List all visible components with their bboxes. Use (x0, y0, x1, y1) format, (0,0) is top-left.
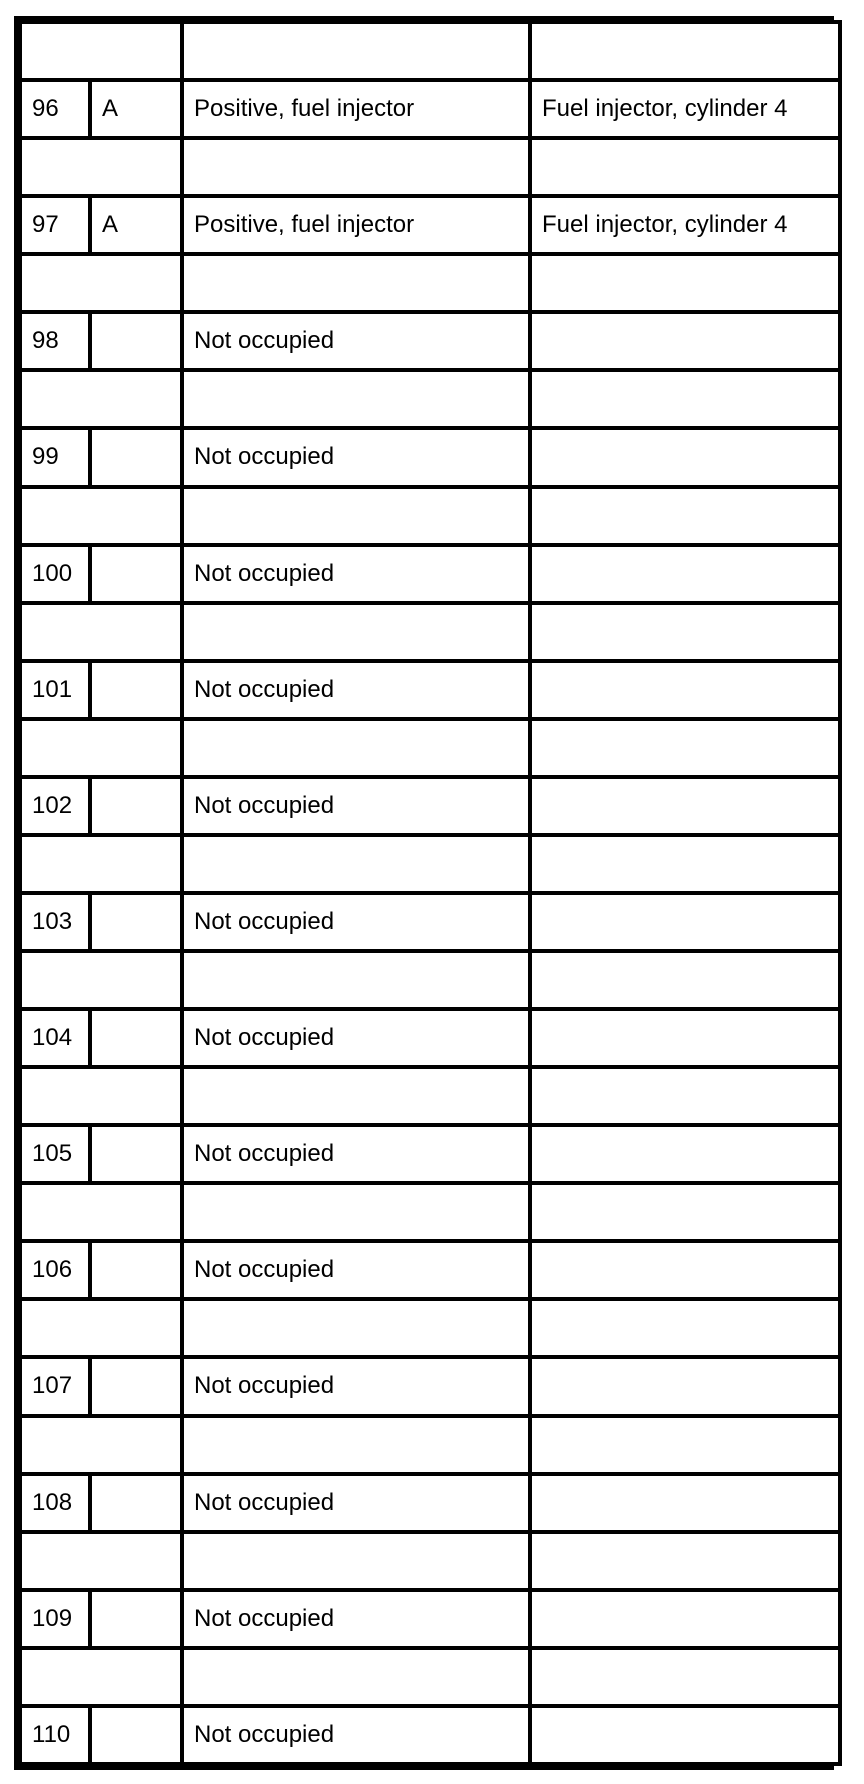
table-row (20, 1357, 840, 1415)
empty-cell (530, 603, 840, 661)
pin-code-cell (90, 545, 182, 603)
table-row (20, 1590, 840, 1648)
empty-cell (20, 1648, 182, 1706)
table-row (20, 777, 840, 835)
table-body (20, 22, 840, 1764)
empty-cell (20, 254, 182, 312)
empty-cell (20, 22, 182, 80)
table-row (20, 312, 840, 370)
spacer-row (20, 1648, 840, 1706)
component-cell (530, 545, 840, 603)
component-cell (530, 428, 840, 486)
empty-cell (530, 1648, 840, 1706)
spacer-row (20, 487, 840, 545)
component-cell (530, 1125, 840, 1183)
pin-code-cell (90, 777, 182, 835)
empty-cell (20, 138, 182, 196)
empty-cell (20, 719, 182, 777)
empty-cell (20, 951, 182, 1009)
empty-cell (530, 951, 840, 1009)
pin-code-cell (90, 661, 182, 719)
empty-cell (20, 487, 182, 545)
table-row (20, 893, 840, 951)
signal-description-cell: Not occupied (182, 1357, 530, 1415)
empty-cell (530, 1067, 840, 1125)
pin-code-cell: A (90, 196, 182, 254)
pin-number-cell: 100 (20, 545, 90, 603)
empty-cell (182, 1532, 530, 1590)
empty-cell (530, 138, 840, 196)
empty-cell (182, 1416, 530, 1474)
pin-number-cell: 99 (20, 428, 90, 486)
pin-table (18, 20, 842, 1766)
pin-number-cell: 109 (20, 1590, 90, 1648)
pin-number-cell: 103 (20, 893, 90, 951)
pin-code-cell: A (90, 80, 182, 138)
spacer-row (20, 22, 840, 80)
component-cell (530, 1009, 840, 1067)
signal-description-cell: Not occupied (182, 1706, 530, 1764)
spacer-row (20, 138, 840, 196)
signal-description-cell: Not occupied (182, 1474, 530, 1532)
component-cell: Fuel injector, cylinder 4 (530, 80, 840, 138)
component-cell (530, 1706, 840, 1764)
signal-description-cell: Positive, fuel injector (182, 80, 530, 138)
signal-description-cell: Not occupied (182, 1590, 530, 1648)
empty-cell (530, 835, 840, 893)
empty-cell (20, 835, 182, 893)
component-cell (530, 312, 840, 370)
empty-cell (530, 1532, 840, 1590)
empty-cell (182, 603, 530, 661)
empty-cell (182, 1648, 530, 1706)
pin-code-cell (90, 1009, 182, 1067)
empty-cell (182, 719, 530, 777)
spacer-row (20, 603, 840, 661)
table-row (20, 1125, 840, 1183)
empty-cell (182, 254, 530, 312)
empty-cell (182, 1067, 530, 1125)
signal-description-cell: Not occupied (182, 661, 530, 719)
table-row (20, 1474, 840, 1532)
spacer-row (20, 1067, 840, 1125)
empty-cell (20, 1067, 182, 1125)
pin-number-cell: 97 (20, 196, 90, 254)
empty-cell (530, 22, 840, 80)
table-row (20, 661, 840, 719)
table-row (20, 80, 840, 138)
pin-number-cell: 102 (20, 777, 90, 835)
signal-description-cell: Not occupied (182, 1241, 530, 1299)
pin-assignment-table (14, 16, 834, 1770)
pin-code-cell (90, 428, 182, 486)
table-row (20, 1009, 840, 1067)
pin-number-cell: 96 (20, 80, 90, 138)
component-cell (530, 1590, 840, 1648)
spacer-row (20, 719, 840, 777)
empty-cell (20, 1532, 182, 1590)
spacer-row (20, 835, 840, 893)
table-row (20, 428, 840, 486)
table-row (20, 1241, 840, 1299)
signal-description-cell: Not occupied (182, 1125, 530, 1183)
table-row (20, 196, 840, 254)
empty-cell (182, 835, 530, 893)
signal-description-cell: Not occupied (182, 1009, 530, 1067)
empty-cell (530, 1416, 840, 1474)
empty-cell (20, 370, 182, 428)
empty-cell (20, 1183, 182, 1241)
pin-code-cell (90, 312, 182, 370)
empty-cell (530, 1183, 840, 1241)
component-cell (530, 1241, 840, 1299)
signal-description-cell: Not occupied (182, 428, 530, 486)
empty-cell (182, 138, 530, 196)
pin-number-cell: 107 (20, 1357, 90, 1415)
pin-number-cell: 98 (20, 312, 90, 370)
empty-cell (530, 1299, 840, 1357)
empty-cell (530, 719, 840, 777)
pin-code-cell (90, 1474, 182, 1532)
component-cell (530, 777, 840, 835)
component-cell (530, 893, 840, 951)
signal-description-cell: Not occupied (182, 312, 530, 370)
empty-cell (530, 254, 840, 312)
pin-code-cell (90, 1706, 182, 1764)
spacer-row (20, 1532, 840, 1590)
empty-cell (20, 1416, 182, 1474)
signal-description-cell: Not occupied (182, 893, 530, 951)
empty-cell (182, 951, 530, 1009)
spacer-row (20, 1299, 840, 1357)
pin-number-cell: 101 (20, 661, 90, 719)
component-cell (530, 1357, 840, 1415)
empty-cell (182, 487, 530, 545)
empty-cell (20, 1299, 182, 1357)
empty-cell (20, 603, 182, 661)
component-cell: Fuel injector, cylinder 4 (530, 196, 840, 254)
spacer-row (20, 254, 840, 312)
pin-number-cell: 110 (20, 1706, 90, 1764)
spacer-row (20, 370, 840, 428)
table-row (20, 1706, 840, 1764)
pin-code-cell (90, 1590, 182, 1648)
pin-code-cell (90, 1125, 182, 1183)
component-cell (530, 661, 840, 719)
pin-code-cell (90, 1241, 182, 1299)
signal-description-cell: Not occupied (182, 777, 530, 835)
spacer-row (20, 1183, 840, 1241)
pin-number-cell: 108 (20, 1474, 90, 1532)
empty-cell (530, 370, 840, 428)
spacer-row (20, 951, 840, 1009)
empty-cell (182, 370, 530, 428)
pin-code-cell (90, 893, 182, 951)
table-row (20, 545, 840, 603)
pin-number-cell: 106 (20, 1241, 90, 1299)
signal-description-cell: Not occupied (182, 545, 530, 603)
component-cell (530, 1474, 840, 1532)
empty-cell (182, 1183, 530, 1241)
pin-number-cell: 105 (20, 1125, 90, 1183)
pin-code-cell (90, 1357, 182, 1415)
empty-cell (182, 22, 530, 80)
spacer-row (20, 1416, 840, 1474)
signal-description-cell: Positive, fuel injector (182, 196, 530, 254)
pin-number-cell: 104 (20, 1009, 90, 1067)
empty-cell (530, 487, 840, 545)
empty-cell (182, 1299, 530, 1357)
